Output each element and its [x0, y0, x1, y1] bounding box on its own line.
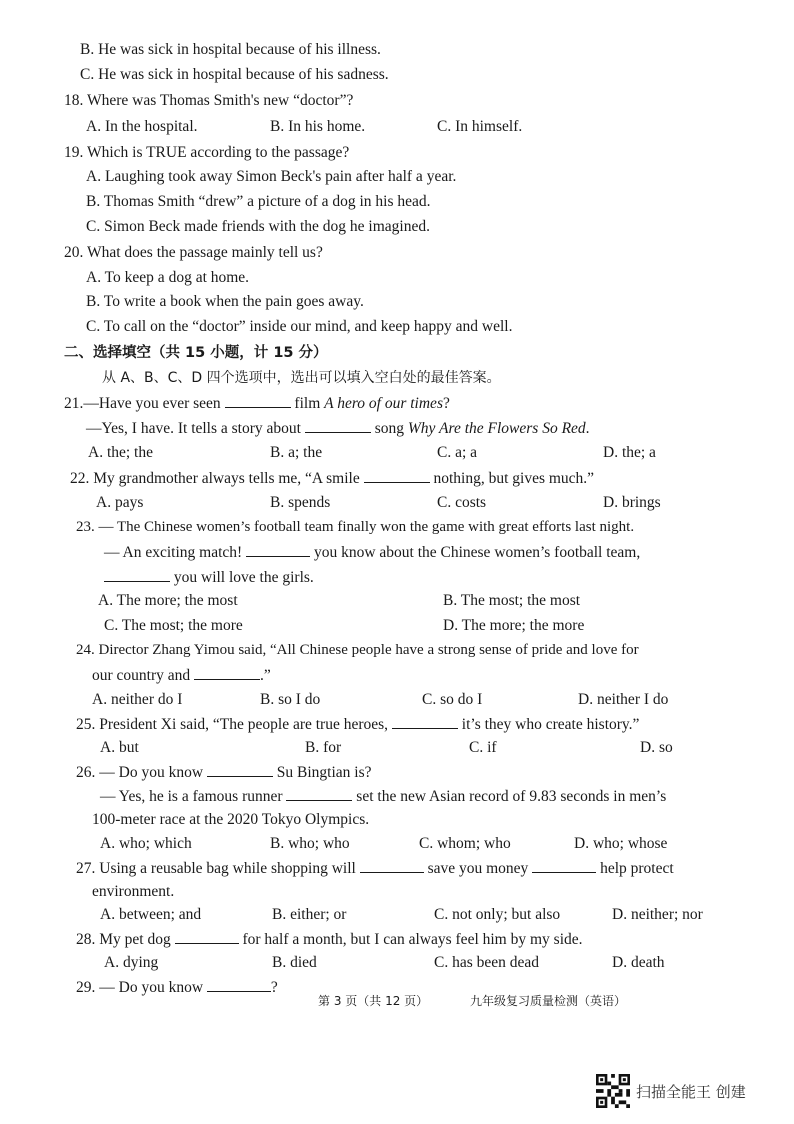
option-27a: A. between; and — [100, 906, 202, 923]
option-20c: C. To call on the “doctor” inside our mind, and keep happy and well. — [86, 318, 513, 335]
option-23b: B. The most; the most — [443, 592, 581, 609]
option-28b: B. died — [272, 954, 317, 971]
scanner-watermark: 扫描全能王 创建 — [636, 1083, 746, 1101]
option-18a: A. In the hospital. — [86, 118, 198, 135]
option-24b: B. so I do — [260, 691, 321, 708]
answer-blank — [175, 929, 239, 944]
option-22a: A. pays — [96, 494, 144, 511]
question-23-line1: 23. — The Chinese women’s football team finally won the game with great efforts last night. — [76, 519, 635, 535]
option-28a: A. dying — [104, 954, 159, 971]
answer-blank — [360, 858, 424, 873]
question-18: 18. Where was Thomas Smith's new “doctor”? — [64, 92, 354, 109]
answer-blank — [246, 542, 310, 557]
option-24c: C. so do I — [422, 691, 483, 708]
answer-blank — [286, 786, 352, 801]
answer-blank — [305, 418, 371, 433]
option-28d: D. death — [612, 954, 665, 971]
option-19b: B. Thomas Smith “drew” a picture of a dog in his head. — [86, 193, 431, 210]
question-29: 29. — Do you know ? — [76, 979, 278, 996]
answer-blank — [207, 977, 271, 992]
page-number: 第 3 页（共 12 页） — [318, 994, 429, 1008]
option-21a: A. the; the — [88, 444, 153, 461]
answer-blank — [392, 714, 458, 729]
option-21d: D. the; a — [603, 444, 656, 461]
option-25c: C. if — [469, 739, 497, 756]
section-instructions: 从 A、B、C、D 四个选项中，选出可以填入空白处的最佳答案。 — [102, 370, 501, 386]
option-23d: D. The more; the more — [443, 617, 585, 634]
option-23a: A. The more; the most — [98, 592, 238, 609]
option-27b: B. either; or — [272, 906, 347, 923]
option-19a: A. Laughing took away Simon Beck's pain after half a year. — [86, 168, 457, 185]
question-27-line2: environment. — [92, 883, 175, 900]
question-26-line2: — Yes, he is a famous runner set the new Asian record of 9.83 seconds in men’s — [100, 788, 667, 805]
question-24-line1: 24. Director Zhang Yimou said, “All Chinese people have a strong sense of pride and love for — [76, 642, 639, 658]
exam-title: 九年级复习质量检测（英语） — [470, 994, 627, 1008]
option-22b: B. spends — [270, 494, 331, 511]
qr-code-icon — [596, 1074, 630, 1108]
option-21b: B. a; the — [270, 444, 323, 461]
option-26c: C. whom; who — [419, 835, 511, 852]
answer-blank — [194, 665, 260, 680]
question-21-line2: —Yes, I have. It tells a story about song Why Are the Flowers So Red. — [86, 420, 590, 437]
option-24d: D. neither I do — [578, 691, 669, 708]
answer-blank — [532, 858, 596, 873]
option-28c: C. has been dead — [434, 954, 540, 971]
option-26b: B. who; who — [270, 835, 350, 852]
option-27d: D. neither; nor — [612, 906, 703, 923]
question-25: 25. President Xi said, “The people are true heroes, it’s they who create history.” — [76, 716, 640, 733]
option-26a: A. who; which — [100, 835, 192, 852]
option-17c: C. He was sick in hospital because of his sadness. — [80, 66, 389, 83]
question-19: 19. Which is TRUE according to the passage? — [64, 144, 350, 161]
option-25b: B. for — [305, 739, 342, 756]
question-22: 22. My grandmother always tells me, “A smile nothing, but gives much.” — [70, 470, 595, 487]
option-19c: C. Simon Beck made friends with the dog he imagined. — [86, 218, 430, 235]
answer-blank — [364, 468, 430, 483]
question-24-line2: our country and .” — [92, 667, 271, 684]
option-18c: C. In himself. — [437, 118, 523, 135]
option-26d: D. who; whose — [574, 835, 668, 852]
answer-blank — [207, 762, 273, 777]
question-21-line1: 21.—Have you ever seen film A hero of our times? — [64, 395, 450, 412]
question-23-line2: — An exciting match! you know about the Chinese women’s football team, — [104, 544, 641, 561]
option-23c: C. The most; the more — [104, 617, 243, 634]
question-26-line3: 100-meter race at the 2020 Tokyo Olympics. — [92, 811, 370, 828]
section-heading: 二、选择填空（共 15 小题，计 15 分） — [64, 345, 328, 361]
option-27c: C. not only; but also — [434, 906, 561, 923]
option-22c: C. costs — [437, 494, 487, 511]
answer-blank — [104, 567, 170, 582]
option-20b: B. To write a book when the pain goes away. — [86, 293, 364, 310]
question-28: 28. My pet dog for half a month, but I can always feel him by my side. — [76, 931, 583, 948]
question-23-line3: you will love the girls. — [104, 567, 314, 588]
option-21c: C. a; a — [437, 444, 478, 461]
option-24a: A. neither do I — [92, 691, 183, 708]
option-17b: B. He was sick in hospital because of his illness. — [80, 41, 381, 58]
answer-blank — [225, 393, 291, 408]
option-25d: D. so — [640, 739, 673, 756]
option-22d: D. brings — [603, 494, 661, 511]
option-25a: A. but — [100, 739, 139, 756]
option-18b: B. In his home. — [270, 118, 366, 135]
question-20: 20. What does the passage mainly tell us? — [64, 244, 323, 261]
option-20a: A. To keep a dog at home. — [86, 269, 250, 286]
question-26-line1: 26. — Do you know Su Bingtian is? — [76, 764, 372, 781]
question-27-line1: 27. Using a reusable bag while shopping will save you money help protect — [76, 860, 674, 877]
